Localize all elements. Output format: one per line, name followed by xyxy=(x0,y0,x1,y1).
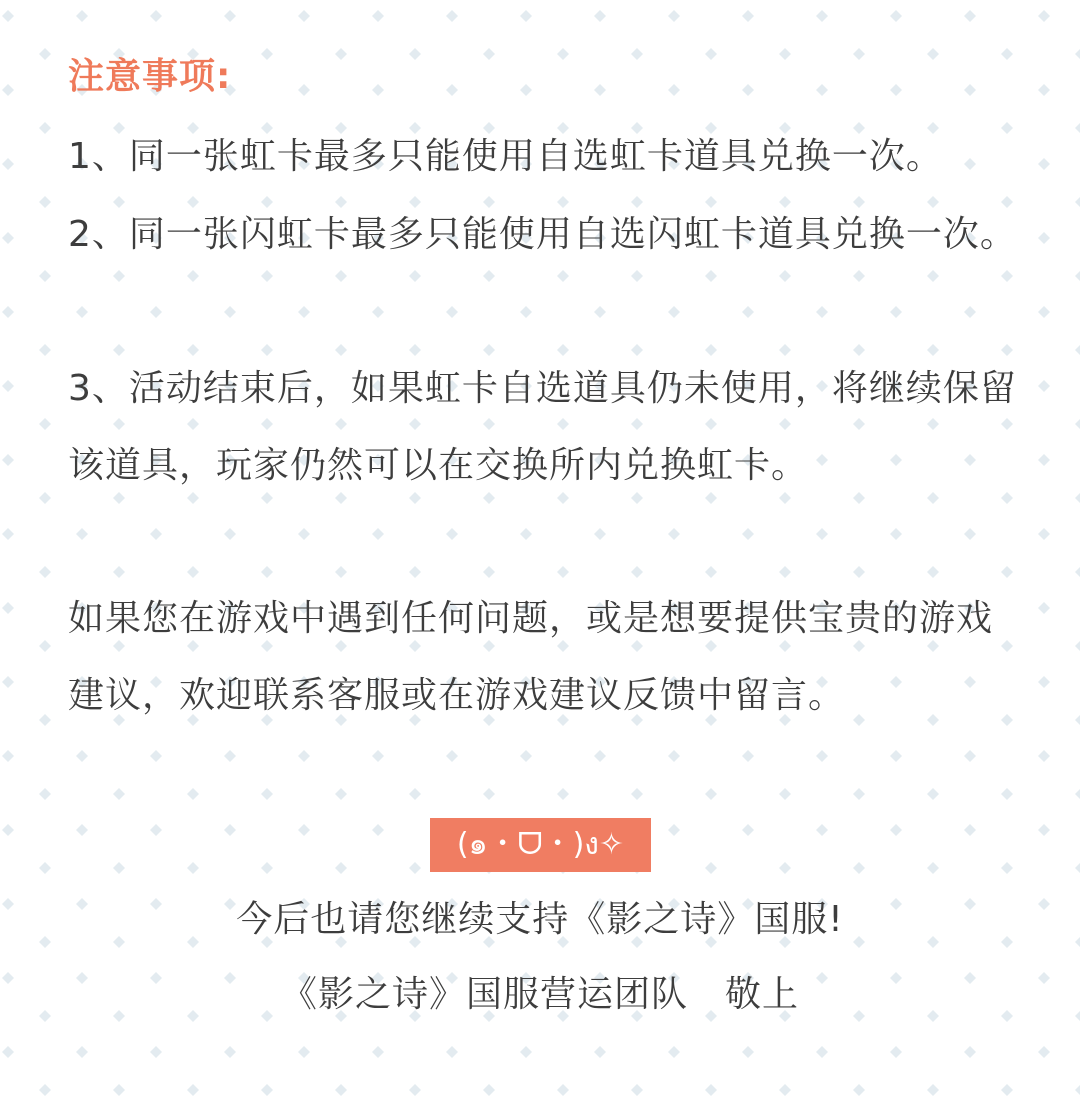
notes-heading: 注意事项: xyxy=(68,56,232,97)
support-line: 今后也请您继续支持《影之诗》国服! xyxy=(236,899,844,940)
note-item-3: 3、活动结束后，如果虹卡自选道具仍未使用，将继续保留该道具，玩家仍然可以在交换所内兑换虹卡。 xyxy=(68,368,1017,486)
note-item-1: 1、同一张虹卡最多只能使用自选虹卡道具兑换一次。 xyxy=(68,136,943,177)
note-item-2: 2、同一张闪虹卡最多只能使用自选闪虹卡道具兑换一次。 xyxy=(68,214,1017,255)
kaomoji-badge: (๑・ᗜ・)ง✧ xyxy=(430,818,651,872)
signature-line: 《影之诗》国服营运团队 敬上 xyxy=(280,974,799,1015)
contact-paragraph: 如果您在游戏中遇到任何问题，或是想要提供宝贵的游戏建议，欢迎联系客服或在游戏建议反馈中留言。 xyxy=(68,598,994,716)
